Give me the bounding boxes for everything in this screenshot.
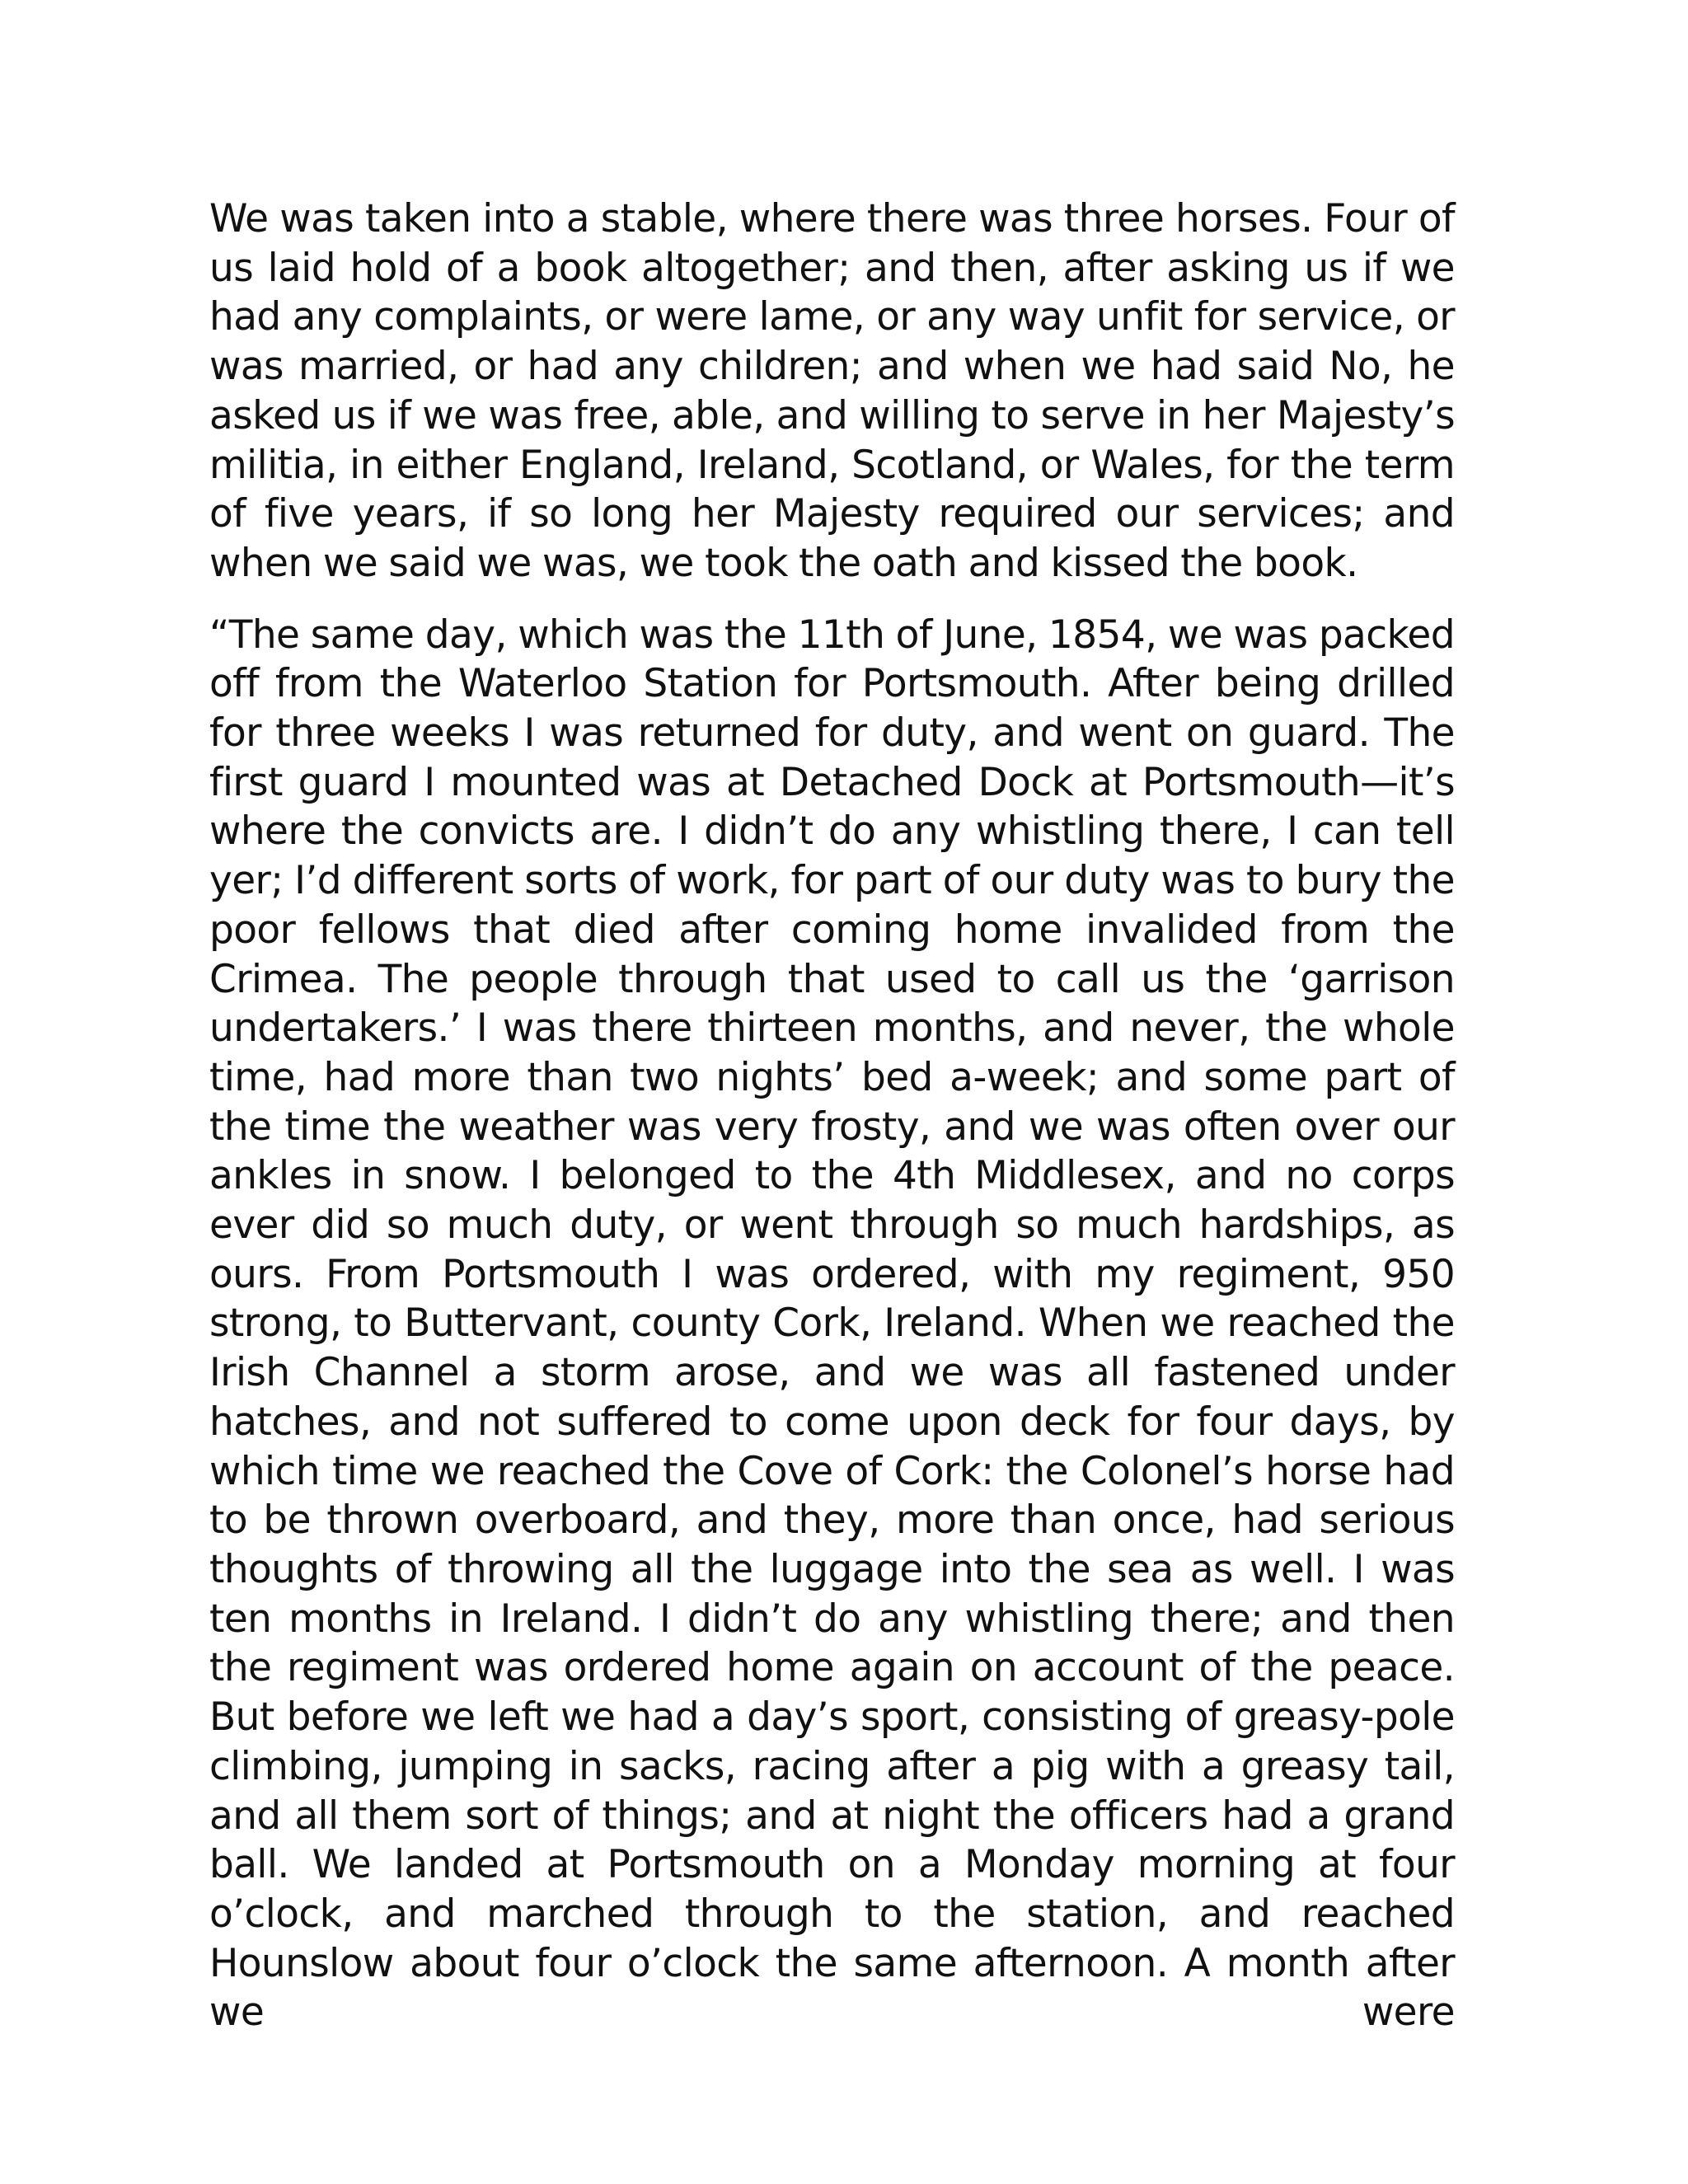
paragraph-1: We was taken into a stable, where there was three horses. Four of us laid hold of a book altogether; and then, after asking us if we had any complaints, or were lame, or any way unfit for service, or was married, or had any children; and when we had said No, he asked us if we was free, able, and willing to serve in her Majesty’s militia, in either England, Ireland, Scotland, or Wales, for the term of five years, if so long her Majesty required our services; and when we said we was, we took the oath and kissed the book. (209, 196, 1455, 586)
document-page (209, 194, 1455, 2037)
paragraph-2: “The same day, which was the 11th of June, 1854, we was packed off from the Waterloo Station for Portsmouth. After being drilled for three weeks I was returned for duty, and went on guard. The first guard I mounted was at Detached Dock at Portsmouth—it’s where the convicts are. I didn’t do any whistling there, I can tell yer; I’d different sorts of work, for part of our duty was to bury the poor fellows that died after coming home invalided from the Crimea. The people through that used to call us the ‘garrison undertakers.’ I was there thirteen months, and never, the whole time, had more than two nights’ bed a-week; and some part of the time the weather was very frosty, and we was often over our ankles in snow. I belonged to the 4th Middlesex, and no corps ever did so much duty, or went through so much hardships, as ours. From Portsmouth I was ordered, with my regiment, 950 strong, to Buttervant, county Cork, Ireland. When we reached the Irish Channel a storm arose, and we was all fastened under hatches, and not suffered to come upon deck for four days, by which time we reached the Cove of Cork: the Colonel’s horse had to be thrown overboard, and they, more than once, had serious thoughts of throwing all the luggage into the sea as well. I was ten months in Ireland. I didn’t do any whistling there; and then the regiment was ordered home again on account of the peace. But before we left we had a day’s sport, consisting of greasy-pole climbing, jumping in sacks, racing after a pig with a greasy tail, and all them sort of things; and at night the officers had a grand ball. We landed at Portsmouth on a Monday morning at four o’clock, and marched through to the station, and reached Hounslow about four o’clock the same afternoon. A month after we were (209, 612, 1455, 2036)
